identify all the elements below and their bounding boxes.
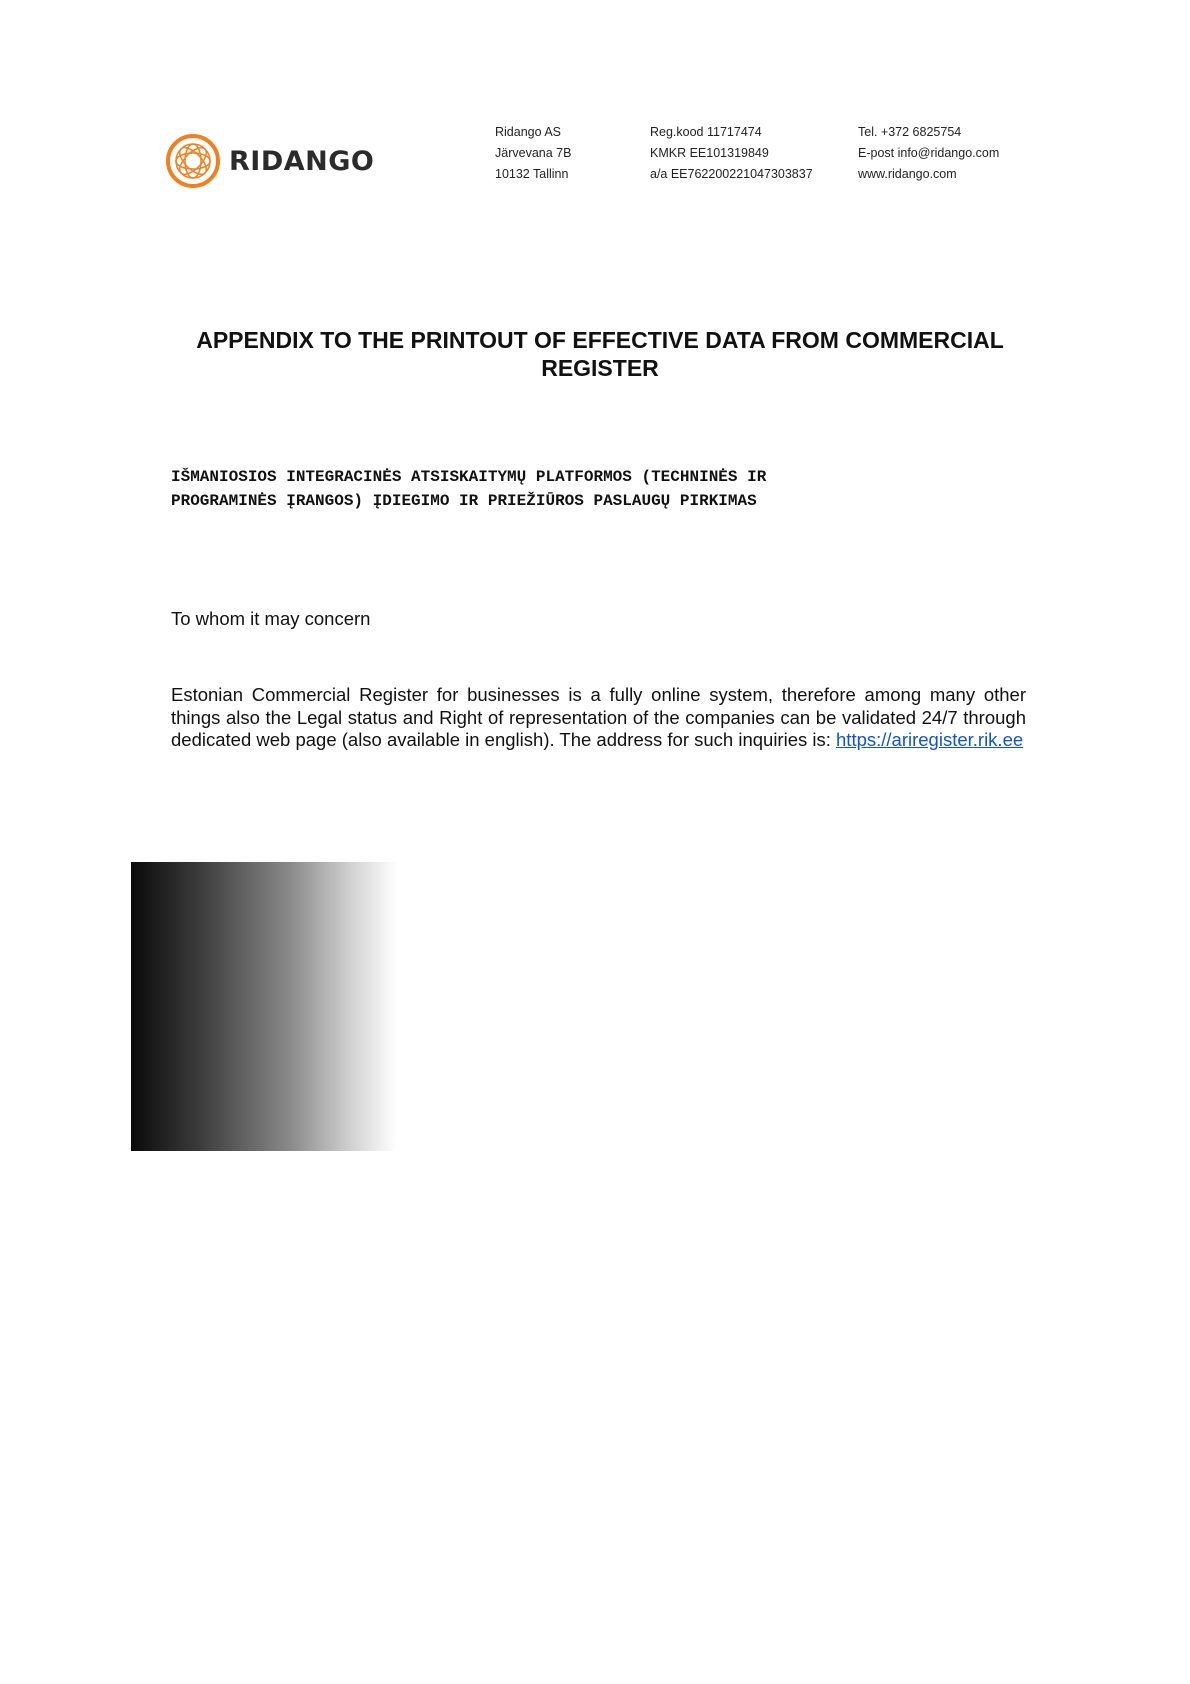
company-street: Järvevana 7B	[495, 146, 572, 160]
company-name: Ridango AS	[495, 125, 562, 139]
ridango-logo	[165, 133, 374, 189]
ridango-emblem-icon	[165, 133, 221, 189]
gradient-image	[131, 862, 397, 1151]
procurement-subject	[171, 465, 1051, 513]
logo-wordmark: RIDANGO	[229, 145, 375, 177]
phone: Tel. +372 6825754	[858, 125, 962, 139]
document-title	[160, 326, 1040, 382]
procurement-line-2: PROGRAMINĖS ĮRANGOS) ĮDIEGIMO IR PRIEŽIŪROS PASLAUGŲ PIRKIMAS	[171, 492, 757, 510]
title-line-2: REGISTER	[541, 355, 659, 381]
company-registration	[650, 122, 813, 185]
vat-number: KMKR EE101319849	[650, 146, 769, 160]
salutation: To whom it may concern	[171, 608, 371, 629]
bank-account: a/a EE762200221047303837	[650, 167, 813, 181]
reg-code: Reg.kood 11717474	[650, 125, 762, 139]
body-paragraph	[171, 684, 1026, 752]
ariregister-link[interactable]: https://ariregister.rik.ee	[836, 729, 1024, 750]
company-city: 10132 Tallinn	[495, 167, 569, 181]
website: www.ridango.com	[858, 167, 957, 181]
title-line-1: APPENDIX TO THE PRINTOUT OF EFFECTIVE DATA FROM COMMERCIAL	[196, 327, 1004, 353]
company-contacts	[858, 122, 999, 185]
company-address	[495, 122, 571, 185]
procurement-line-1: IŠMANIOSIOS INTEGRACINĖS ATSISKAITYMŲ PLATFORMOS (TECHNINĖS IR	[171, 468, 767, 486]
email: E-post info@ridango.com	[858, 146, 1000, 160]
body-text: Estonian Commercial Register for businesses is a fully online system, therefore among many other things also the Legal status and Right of representation of the companies can be validated 24/7 through dedicated web page (also available in english). The address for such inquiries is:	[171, 684, 1026, 750]
